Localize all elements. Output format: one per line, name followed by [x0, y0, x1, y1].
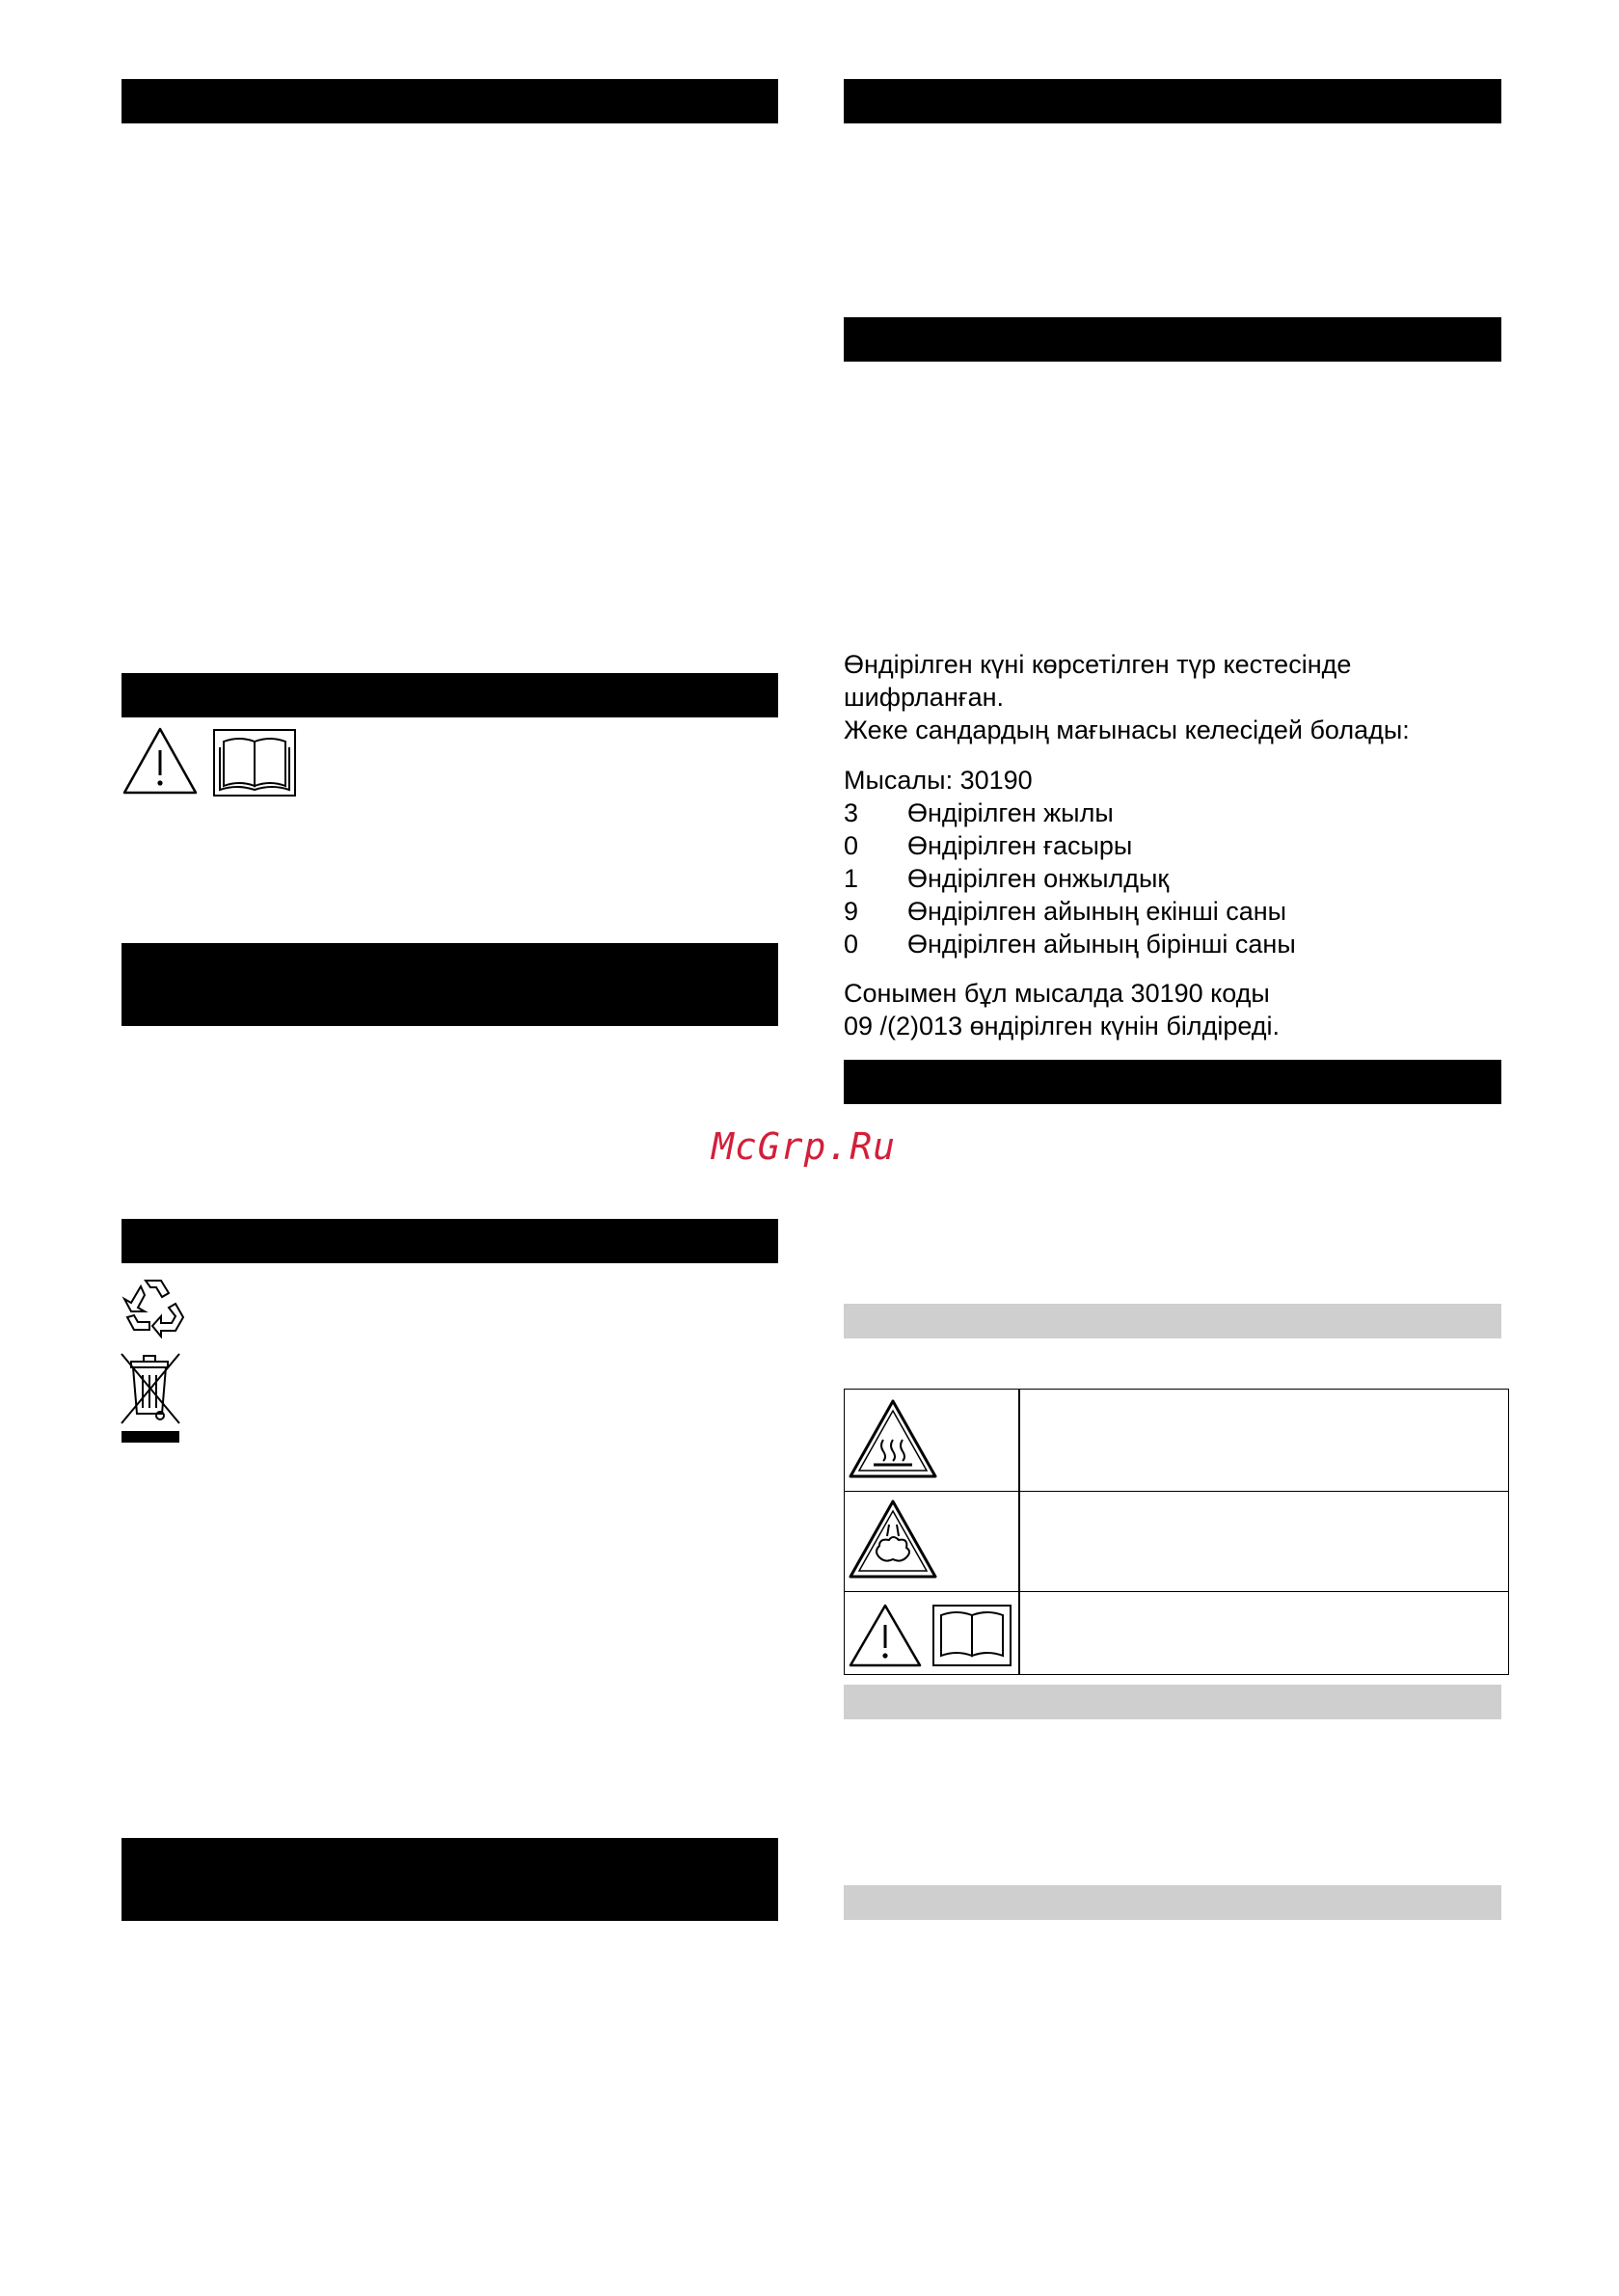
warning-symbols-table: [844, 1389, 1509, 1675]
section-header-bar: [844, 317, 1501, 362]
recycle-icon: [120, 1275, 187, 1338]
section-header-bar: [844, 79, 1501, 123]
warning-table-row: [845, 1492, 1508, 1592]
code-digit-row: [844, 895, 1296, 928]
section-header-bar: [121, 79, 778, 123]
code-digit-meaning: Өндірілген ғасыры: [907, 831, 1133, 860]
warning-triangle-icon: [847, 1602, 924, 1669]
warning-table-row: [845, 1390, 1508, 1492]
code-digit: 0: [844, 930, 859, 959]
code-digit-meaning: Өндірілген айының екінші саны: [907, 897, 1287, 926]
intro-line: Жеке сандардың мағынасы келесідей болады:: [844, 716, 1410, 744]
section-header-bar-tall: [121, 1838, 778, 1921]
conclusion-line: Сонымен бұл мысалда 30190 коды: [844, 979, 1270, 1008]
code-digit-row: [844, 829, 1296, 862]
section-header-bar: [121, 673, 778, 717]
production-date-intro: [844, 648, 1410, 746]
conclusion-line: 09 /(2)013 өндірілген күнін білдіреді.: [844, 1012, 1281, 1040]
read-manual-icon: [212, 728, 297, 797]
warning-triangle-icon: [121, 725, 200, 797]
code-digit-meaning: Өндірілген айының бірінші саны: [907, 930, 1296, 959]
section-header-bar: [121, 1219, 778, 1263]
production-code-example: [844, 764, 1296, 960]
subsection-header-bar: [844, 1885, 1501, 1920]
read-manual-icon: [931, 1604, 1012, 1667]
subsection-header-bar: [844, 1685, 1501, 1719]
code-digit: 9: [844, 897, 859, 926]
section-header-bar: [844, 1060, 1501, 1104]
code-digit-meaning: Өндірілген онжылдық: [907, 864, 1170, 893]
watermark: McGrp.Ru: [712, 1125, 897, 1168]
subsection-header-bar: [844, 1304, 1501, 1338]
steam-hazard-warning-icon: [847, 1498, 939, 1580]
code-digit: 3: [844, 798, 859, 827]
crossed-bin-disposal-icon: [118, 1350, 183, 1446]
code-digit: 0: [844, 831, 859, 860]
intro-line: Өндірілген күні көрсетілген түр кестесінде: [844, 650, 1352, 679]
code-digit: 1: [844, 864, 859, 893]
code-digit-meaning: Өндірілген жылы: [907, 798, 1114, 827]
table-divider: [1018, 1390, 1020, 1674]
code-digit-row: [844, 862, 1296, 895]
intro-line: шифрланған.: [844, 683, 1005, 712]
warning-table-row: [845, 1592, 1508, 1675]
code-digit-row: [844, 928, 1296, 960]
production-code-conclusion: [844, 977, 1280, 1042]
code-digit-row: [844, 797, 1296, 829]
section-header-bar-tall: [121, 943, 778, 1026]
hot-surface-warning-icon: [847, 1397, 939, 1480]
example-label: Мысалы: 30190: [844, 766, 1033, 795]
